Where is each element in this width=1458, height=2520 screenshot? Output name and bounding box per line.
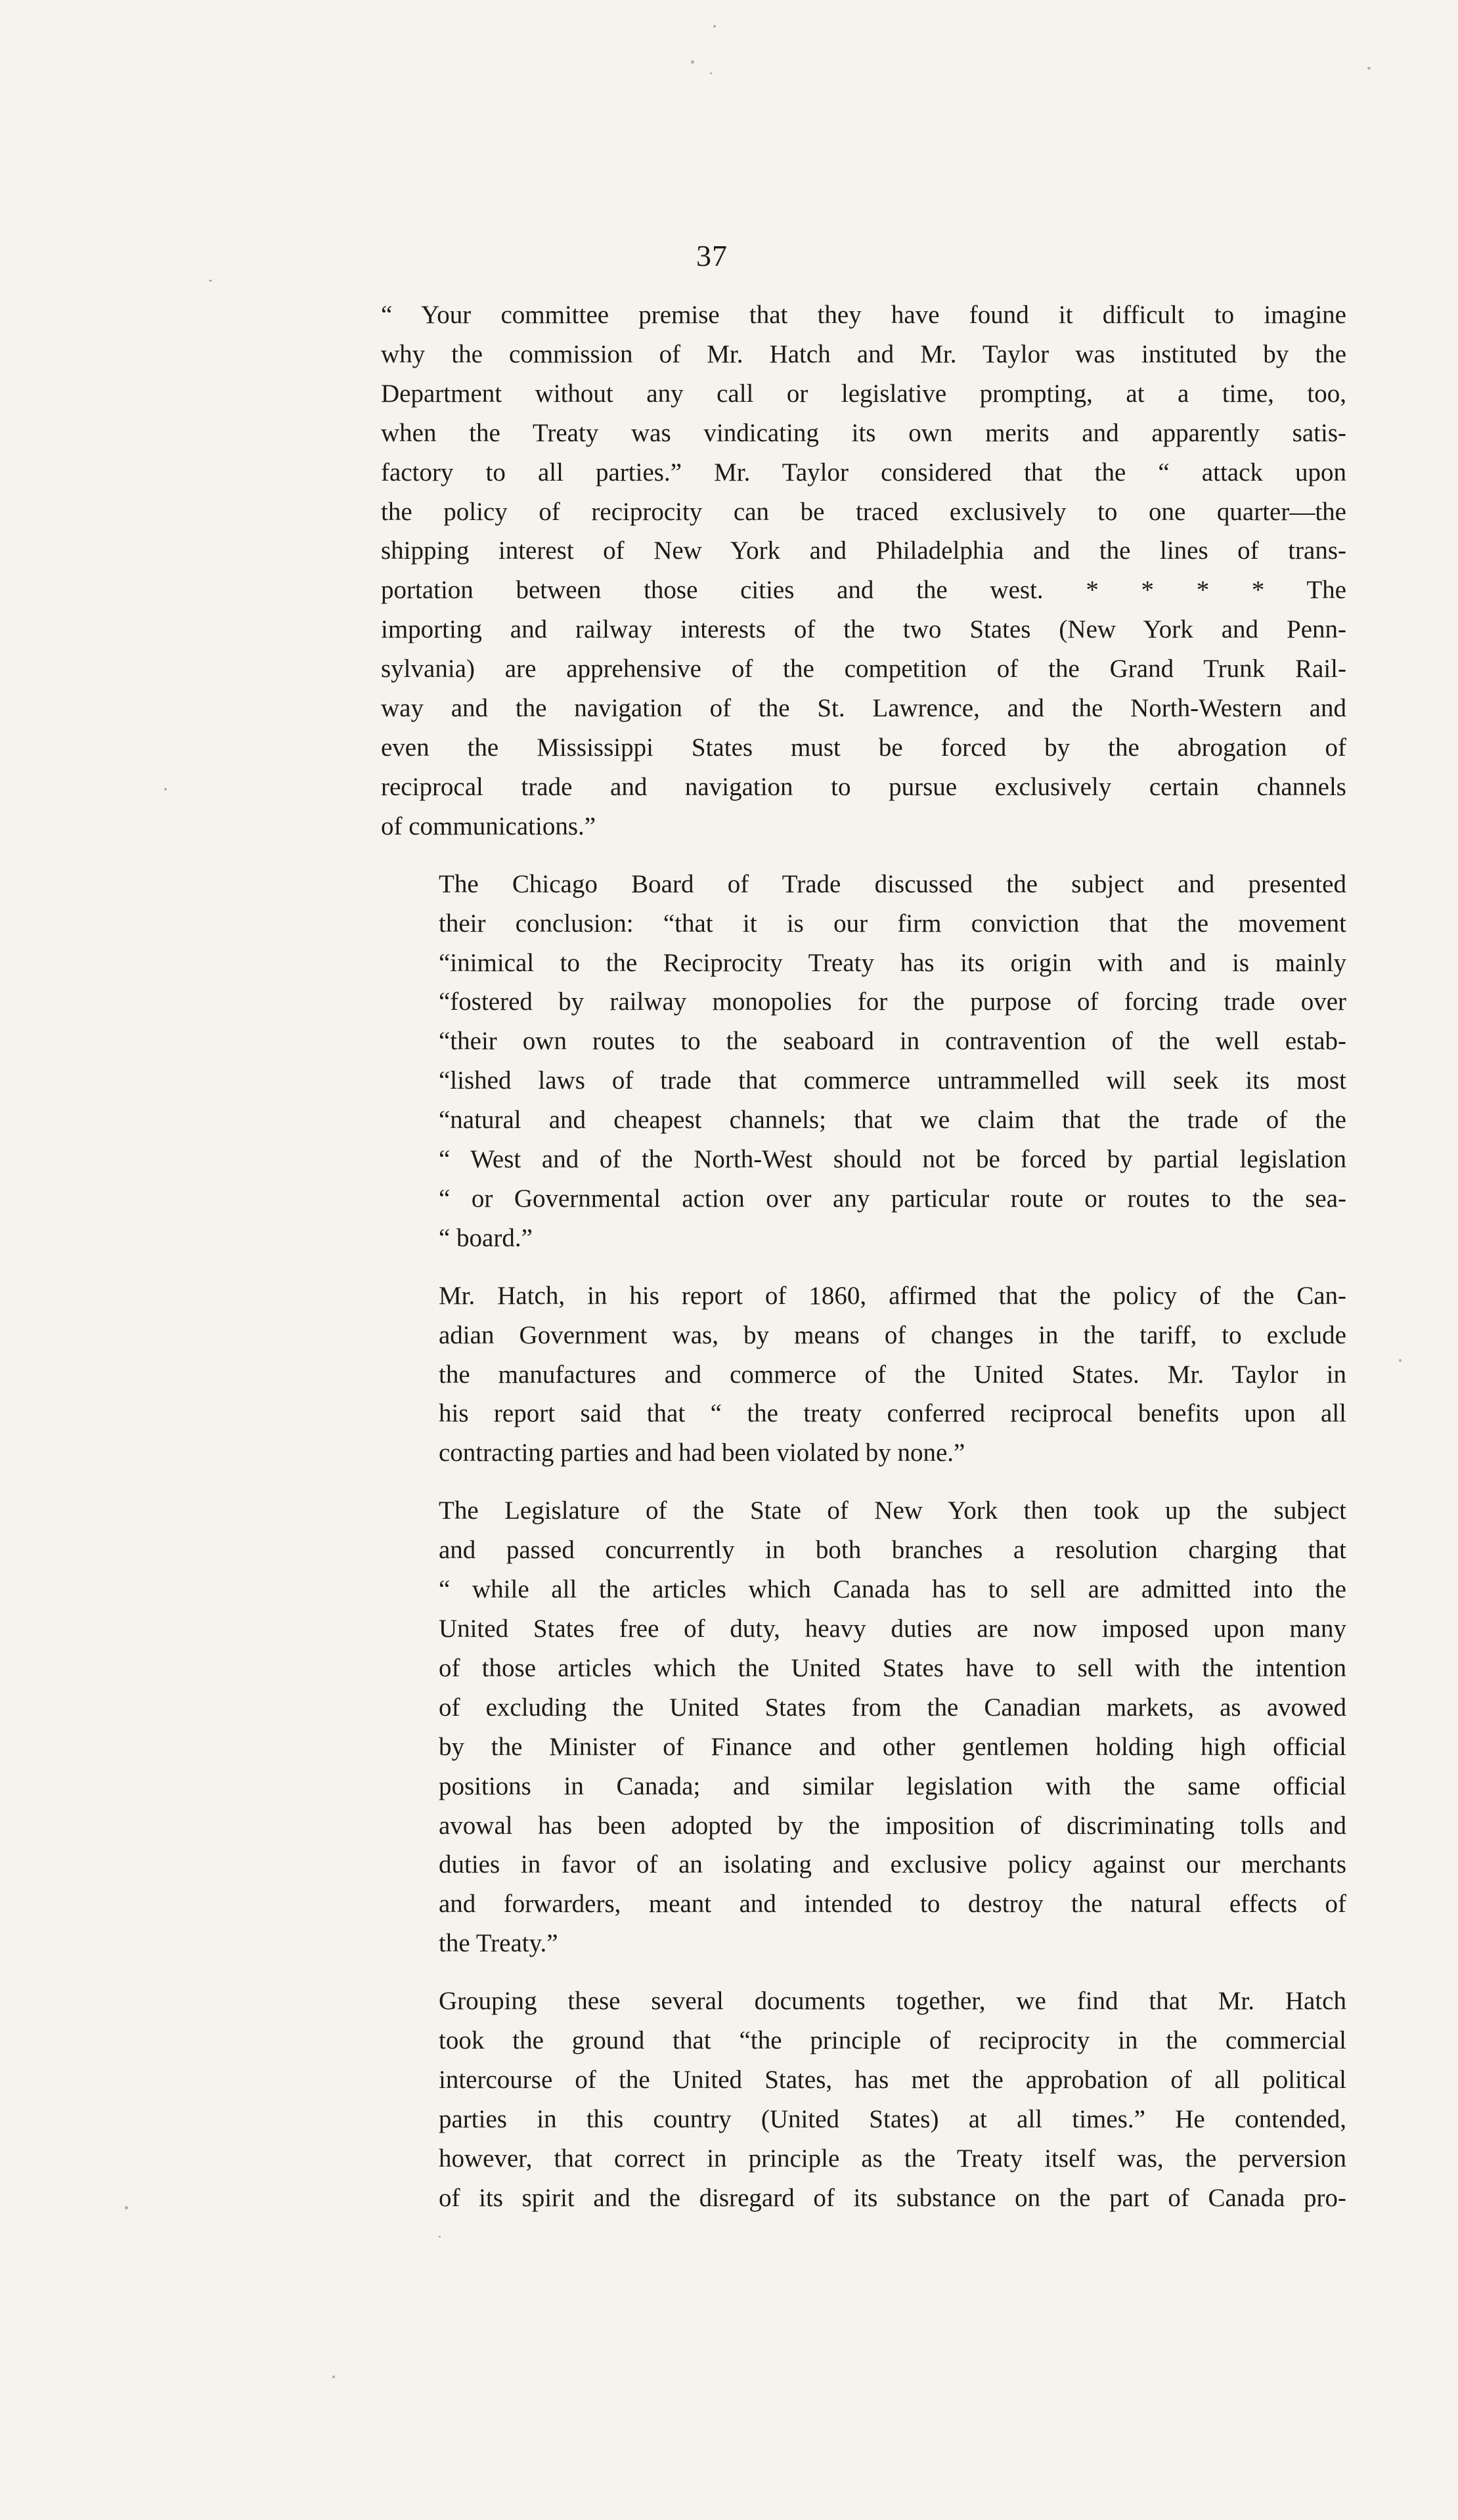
paper-speck (1399, 1359, 1402, 1362)
paper-speck (713, 25, 716, 28)
text-line: their conclusion: “that it is our firm conviction that the movement (439, 909, 1346, 938)
text-line: shipping interest of New York and Philadelphia and the lines of trans- (381, 536, 1346, 565)
text-line: The Legislature of the State of New York then took up the subject (439, 1496, 1346, 1525)
text-line: adian Government was, by means of changes in the tariff, to exclude (439, 1320, 1346, 1349)
paper-speck (439, 2236, 441, 2238)
text-line: Grouping these several documents together, we find that Mr. Hatch (439, 1987, 1346, 2016)
paragraph (381, 865, 1346, 1258)
text-line: of excluding the United States from the Canadian markets, as avowed (439, 1693, 1346, 1722)
text-line: “ board.” (439, 1223, 533, 1252)
text-line: reciprocal trade and navigation to pursue exclusively certain channels (381, 772, 1346, 801)
text-line: “inimical to the Reciprocity Treaty has its origin with and is mainly (439, 948, 1346, 977)
paper-speck (164, 788, 167, 791)
text-line: “lished laws of trade that commerce untrammelled will seek its most (439, 1066, 1346, 1095)
text-line: of its spirit and the disregard of its substance on the part of Canada pro- (439, 2183, 1346, 2212)
text-line: way and the navigation of the St. Lawrence, and the North-Western and (381, 694, 1346, 723)
paragraph (381, 1276, 1346, 1473)
text-line: “ West and of the North-West should not be forced by partial legislation (439, 1145, 1346, 1174)
text-line: “ while all the articles which Canada has to sell are admitted into the (439, 1575, 1346, 1604)
text-line: when the Treaty was vindicating its own merits and apparently satis- (381, 418, 1346, 447)
text-line: duties in favor of an isolating and exclusive policy against our merchants (439, 1850, 1346, 1879)
paragraph (381, 1491, 1346, 1963)
text-line: avowal has been adopted by the imposition of discriminating tolls and (439, 1811, 1346, 1840)
paper-speck (332, 2376, 335, 2378)
text-line: “fostered by railway monopolies for the purpose of forcing trade over (439, 988, 1346, 1016)
text-line: the Treaty.” (439, 1929, 558, 1958)
text-line: however, that correct in principle as the Treaty itself was, the perversion (439, 2144, 1346, 2173)
text-line: and passed concurrently in both branches a resolution charging that (439, 1536, 1346, 1565)
page-number: 37 (696, 239, 728, 272)
text-line: and forwarders, meant and intended to destroy the natural effects of (439, 1890, 1346, 1919)
text-line: sylvania) are apprehensive of the competition of the Grand Trunk Rail- (381, 655, 1346, 684)
text-line: took the ground that “the principle of reciprocity in the commercial (439, 2026, 1346, 2055)
text-line: Mr. Hatch, in his report of 1860, affirmed that the policy of the Can- (439, 1281, 1346, 1310)
paper-speck (1367, 67, 1371, 70)
text-line: “ or Governmental action over any particular route or routes to the sea- (439, 1184, 1346, 1213)
text-line: positions in Canada; and similar legislation with the same official (439, 1771, 1346, 1800)
text-line: United States free of duty, heavy duties are now imposed upon many (439, 1615, 1346, 1643)
text-line: of those articles which the United States have to sell with the intention (439, 1653, 1346, 1682)
paper-speck (691, 60, 694, 64)
text-line: the policy of reciprocity can be traced exclusively to one quarter—the (381, 497, 1346, 526)
text-line: importing and railway interests of the two States (New York and Penn- (381, 615, 1346, 644)
text-line: the manufactures and commerce of the United States. Mr. Taylor in (439, 1360, 1346, 1389)
text-line: his report said that “ the treaty conferred reciprocal benefits upon all (439, 1399, 1346, 1428)
text-line: “their own routes to the seaboard in contravention of the well estab- (439, 1027, 1346, 1056)
text-line: intercourse of the United States, has met the approbation of all political (439, 2065, 1346, 2094)
text-line: The Chicago Board of Trade discussed the subject and presented (439, 869, 1346, 898)
text-line: even the Mississippi States must be forced by the abrogation of (381, 733, 1346, 762)
paper-speck (710, 72, 712, 74)
text-line: factory to all parties.” Mr. Taylor considered that the “ attack upon (381, 458, 1346, 487)
text-line: why the commission of Mr. Hatch and Mr. Taylor was instituted by the (381, 339, 1346, 368)
text-line: parties in this country (United States) at all times.” He contended, (439, 2104, 1346, 2133)
paper-speck (125, 2206, 128, 2209)
text-line: contracting parties and had been violated by none.” (439, 1439, 965, 1467)
paragraph (381, 295, 1346, 846)
text-line: by the Minister of Finance and other gentlemen holding high official (439, 1732, 1346, 1761)
text-body (381, 295, 1346, 2218)
paper-speck (209, 280, 212, 282)
text-line: of communications.” (381, 812, 596, 840)
text-line: “ Your committee premise that they have found it difficult to imagine (381, 301, 1346, 329)
paragraph (381, 1982, 1346, 2217)
text-line: Department without any call or legislative prompting, at a time, too, (381, 379, 1346, 408)
text-line: portation between those cities and the west. * * * * The (381, 576, 1346, 605)
text-line: “natural and cheapest channels; that we claim that the trade of the (439, 1106, 1346, 1135)
